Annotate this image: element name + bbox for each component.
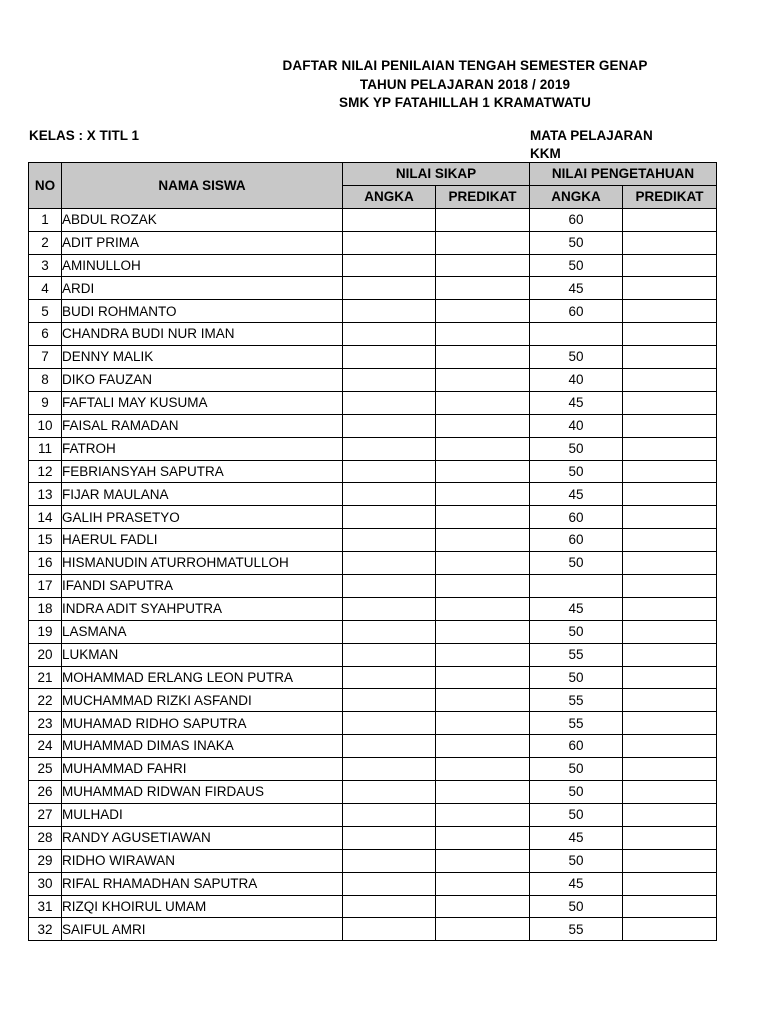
- table-row: [29, 346, 717, 369]
- pengetahuan-angka-cell: 45: [530, 483, 623, 506]
- student-name: FAISAL RAMADAN: [62, 414, 343, 437]
- pengetahuan-angka-cell: 55: [530, 643, 623, 666]
- sikap-predikat-cell: [436, 254, 530, 277]
- pengetahuan-angka-cell: [530, 575, 623, 598]
- student-name: LUKMAN: [62, 643, 343, 666]
- pengetahuan-predikat-cell: [623, 918, 717, 941]
- sikap-angka-cell: [343, 712, 436, 735]
- row-number: 5: [29, 300, 62, 323]
- row-number: 9: [29, 391, 62, 414]
- student-name: MOHAMMAD ERLANG LEON PUTRA: [62, 666, 343, 689]
- sikap-predikat-cell: [436, 391, 530, 414]
- pengetahuan-angka-cell: 50: [530, 346, 623, 369]
- student-name: ADIT PRIMA: [62, 231, 343, 254]
- pengetahuan-predikat-cell: [623, 803, 717, 826]
- row-number: 19: [29, 620, 62, 643]
- header-sikap-predikat: PREDIKAT: [436, 185, 530, 208]
- subject-label: MATA PELAJARAN: [530, 128, 653, 143]
- row-number: 15: [29, 529, 62, 552]
- grades-table: [28, 162, 717, 941]
- sikap-angka-cell: [343, 437, 436, 460]
- row-number: 21: [29, 666, 62, 689]
- row-number: 20: [29, 643, 62, 666]
- student-name: ABDUL ROZAK: [62, 208, 343, 231]
- pengetahuan-predikat-cell: [623, 506, 717, 529]
- pengetahuan-angka-cell: 45: [530, 826, 623, 849]
- sikap-predikat-cell: [436, 689, 530, 712]
- table-row: [29, 689, 717, 712]
- row-number: 28: [29, 826, 62, 849]
- table-row: [29, 575, 717, 598]
- sikap-predikat-cell: [436, 369, 530, 392]
- row-number: 13: [29, 483, 62, 506]
- pengetahuan-angka-cell: 40: [530, 414, 623, 437]
- pengetahuan-angka-cell: 45: [530, 391, 623, 414]
- row-number: 16: [29, 552, 62, 575]
- sikap-angka-cell: [343, 506, 436, 529]
- pengetahuan-predikat-cell: [623, 895, 717, 918]
- sikap-predikat-cell: [436, 483, 530, 506]
- sikap-predikat-cell: [436, 872, 530, 895]
- student-name: MUHAMMAD DIMAS INAKA: [62, 735, 343, 758]
- student-name: RIZQI KHOIRUL UMAM: [62, 895, 343, 918]
- pengetahuan-predikat-cell: [623, 391, 717, 414]
- sikap-predikat-cell: [436, 895, 530, 918]
- table-row: [29, 872, 717, 895]
- sikap-angka-cell: [343, 277, 436, 300]
- header-nilai-sikap: NILAI SIKAP: [343, 163, 530, 186]
- pengetahuan-angka-cell: [530, 323, 623, 346]
- pengetahuan-angka-cell: 50: [530, 231, 623, 254]
- pengetahuan-angka-cell: 55: [530, 918, 623, 941]
- pengetahuan-predikat-cell: [623, 826, 717, 849]
- row-number: 14: [29, 506, 62, 529]
- sikap-angka-cell: [343, 483, 436, 506]
- sikap-angka-cell: [343, 597, 436, 620]
- sikap-angka-cell: [343, 552, 436, 575]
- student-name: MUCHAMMAD RIZKI ASFANDI: [62, 689, 343, 712]
- table-row: [29, 552, 717, 575]
- pengetahuan-predikat-cell: [623, 643, 717, 666]
- sikap-angka-cell: [343, 346, 436, 369]
- row-number: 26: [29, 781, 62, 804]
- table-row: [29, 391, 717, 414]
- pengetahuan-angka-cell: 50: [530, 437, 623, 460]
- pengetahuan-angka-cell: 50: [530, 620, 623, 643]
- pengetahuan-predikat-cell: [623, 208, 717, 231]
- sikap-angka-cell: [343, 529, 436, 552]
- sikap-predikat-cell: [436, 781, 530, 804]
- table-row: [29, 643, 717, 666]
- sikap-angka-cell: [343, 575, 436, 598]
- pengetahuan-predikat-cell: [623, 666, 717, 689]
- grades-table-body: [29, 208, 717, 941]
- student-name: DIKO FAUZAN: [62, 369, 343, 392]
- pengetahuan-angka-cell: 50: [530, 666, 623, 689]
- table-row: [29, 460, 717, 483]
- pengetahuan-angka-cell: 60: [530, 735, 623, 758]
- sikap-angka-cell: [343, 781, 436, 804]
- sikap-predikat-cell: [436, 414, 530, 437]
- row-number: 27: [29, 803, 62, 826]
- sikap-predikat-cell: [436, 735, 530, 758]
- header-pengetahuan-angka: ANGKA: [530, 185, 623, 208]
- kkm-label: KKM: [530, 146, 561, 161]
- sikap-predikat-cell: [436, 529, 530, 552]
- sikap-predikat-cell: [436, 323, 530, 346]
- student-name: MUHAMMAD FAHRI: [62, 758, 343, 781]
- student-name: AMINULLOH: [62, 254, 343, 277]
- student-name: IFANDI SAPUTRA: [62, 575, 343, 598]
- row-number: 31: [29, 895, 62, 918]
- pengetahuan-predikat-cell: [623, 346, 717, 369]
- sikap-predikat-cell: [436, 803, 530, 826]
- pengetahuan-predikat-cell: [623, 254, 717, 277]
- table-row: [29, 826, 717, 849]
- pengetahuan-angka-cell: 50: [530, 254, 623, 277]
- student-name: MUHAMMAD RIDWAN FIRDAUS: [62, 781, 343, 804]
- row-number: 12: [29, 460, 62, 483]
- pengetahuan-predikat-cell: [623, 414, 717, 437]
- student-name: FATROH: [62, 437, 343, 460]
- sikap-angka-cell: [343, 803, 436, 826]
- pengetahuan-angka-cell: 50: [530, 895, 623, 918]
- pengetahuan-angka-cell: 45: [530, 597, 623, 620]
- sikap-angka-cell: [343, 323, 436, 346]
- table-row: [29, 849, 717, 872]
- pengetahuan-angka-cell: 60: [530, 208, 623, 231]
- class-label: KELAS : X TITL 1: [29, 128, 140, 143]
- row-number: 1: [29, 208, 62, 231]
- academic-year: TAHUN PELAJARAN 2018 / 2019: [359, 77, 571, 92]
- row-number: 24: [29, 735, 62, 758]
- row-number: 3: [29, 254, 62, 277]
- sikap-angka-cell: [343, 369, 436, 392]
- student-name: SAIFUL AMRI: [62, 918, 343, 941]
- student-name: GALIH PRASETYO: [62, 506, 343, 529]
- row-number: 8: [29, 369, 62, 392]
- header-nilai-pengetahuan: NILAI PENGETAHUAN: [530, 163, 717, 186]
- pengetahuan-predikat-cell: [623, 437, 717, 460]
- student-name: INDRA ADIT SYAHPUTRA: [62, 597, 343, 620]
- sikap-angka-cell: [343, 460, 436, 483]
- sikap-predikat-cell: [436, 620, 530, 643]
- table-row: [29, 529, 717, 552]
- sikap-angka-cell: [343, 300, 436, 323]
- table-row: [29, 483, 717, 506]
- student-name: BUDI ROHMANTO: [62, 300, 343, 323]
- sikap-angka-cell: [343, 414, 436, 437]
- pengetahuan-predikat-cell: [623, 872, 717, 895]
- sikap-angka-cell: [343, 643, 436, 666]
- pengetahuan-predikat-cell: [623, 735, 717, 758]
- row-number: 10: [29, 414, 62, 437]
- sikap-predikat-cell: [436, 849, 530, 872]
- sikap-angka-cell: [343, 620, 436, 643]
- pengetahuan-predikat-cell: [623, 620, 717, 643]
- table-row: [29, 918, 717, 941]
- pengetahuan-predikat-cell: [623, 323, 717, 346]
- document-title: DAFTAR NILAI PENILAIAN TENGAH SEMESTER GENAP: [282, 58, 648, 73]
- table-row: [29, 323, 717, 346]
- student-name: DENNY MALIK: [62, 346, 343, 369]
- sikap-predikat-cell: [436, 277, 530, 300]
- pengetahuan-predikat-cell: [623, 575, 717, 598]
- pengetahuan-angka-cell: 40: [530, 369, 623, 392]
- sikap-angka-cell: [343, 918, 436, 941]
- table-row: [29, 666, 717, 689]
- pengetahuan-angka-cell: 60: [530, 529, 623, 552]
- student-name: FIJAR MAULANA: [62, 483, 343, 506]
- pengetahuan-angka-cell: 60: [530, 300, 623, 323]
- sikap-angka-cell: [343, 735, 436, 758]
- student-name: RIFAL RHAMADHAN SAPUTRA: [62, 872, 343, 895]
- row-number: 30: [29, 872, 62, 895]
- row-number: 7: [29, 346, 62, 369]
- sikap-predikat-cell: [436, 918, 530, 941]
- table-row: [29, 895, 717, 918]
- sikap-angka-cell: [343, 872, 436, 895]
- sikap-predikat-cell: [436, 231, 530, 254]
- sikap-angka-cell: [343, 666, 436, 689]
- table-row: [29, 277, 717, 300]
- sikap-predikat-cell: [436, 460, 530, 483]
- row-number: 29: [29, 849, 62, 872]
- sikap-angka-cell: [343, 849, 436, 872]
- pengetahuan-angka-cell: 50: [530, 849, 623, 872]
- table-row: [29, 300, 717, 323]
- student-name: FAFTALI MAY KUSUMA: [62, 391, 343, 414]
- table-row: [29, 437, 717, 460]
- pengetahuan-angka-cell: 50: [530, 552, 623, 575]
- student-name: MUHAMAD RIDHO SAPUTRA: [62, 712, 343, 735]
- pengetahuan-angka-cell: 50: [530, 781, 623, 804]
- student-name: HISMANUDIN ATURROHMATULLOH: [62, 552, 343, 575]
- pengetahuan-predikat-cell: [623, 277, 717, 300]
- sikap-angka-cell: [343, 254, 436, 277]
- student-name: CHANDRA BUDI NUR IMAN: [62, 323, 343, 346]
- row-number: 25: [29, 758, 62, 781]
- sikap-angka-cell: [343, 826, 436, 849]
- pengetahuan-predikat-cell: [623, 712, 717, 735]
- header-sikap-angka: ANGKA: [343, 185, 436, 208]
- header-pengetahuan-predikat: PREDIKAT: [623, 185, 717, 208]
- sikap-predikat-cell: [436, 437, 530, 460]
- table-row: [29, 712, 717, 735]
- row-number: 17: [29, 575, 62, 598]
- pengetahuan-angka-cell: 50: [530, 758, 623, 781]
- sikap-predikat-cell: [436, 712, 530, 735]
- header-nama-siswa: NAMA SISWA: [62, 163, 343, 209]
- table-row: [29, 803, 717, 826]
- sikap-angka-cell: [343, 895, 436, 918]
- student-name: MULHADI: [62, 803, 343, 826]
- sikap-predikat-cell: [436, 597, 530, 620]
- table-row: [29, 414, 717, 437]
- row-number: 32: [29, 918, 62, 941]
- sikap-angka-cell: [343, 231, 436, 254]
- pengetahuan-predikat-cell: [623, 849, 717, 872]
- pengetahuan-predikat-cell: [623, 529, 717, 552]
- pengetahuan-angka-cell: 55: [530, 689, 623, 712]
- sikap-predikat-cell: [436, 758, 530, 781]
- sikap-angka-cell: [343, 689, 436, 712]
- pengetahuan-predikat-cell: [623, 781, 717, 804]
- sikap-angka-cell: [343, 758, 436, 781]
- row-number: 6: [29, 323, 62, 346]
- pengetahuan-predikat-cell: [623, 300, 717, 323]
- sikap-angka-cell: [343, 391, 436, 414]
- pengetahuan-angka-cell: 45: [530, 872, 623, 895]
- sikap-predikat-cell: [436, 208, 530, 231]
- sikap-predikat-cell: [436, 346, 530, 369]
- pengetahuan-predikat-cell: [623, 758, 717, 781]
- table-row: [29, 369, 717, 392]
- row-number: 2: [29, 231, 62, 254]
- school-name: SMK YP FATAHILLAH 1 KRAMATWATU: [339, 95, 591, 110]
- pengetahuan-predikat-cell: [623, 597, 717, 620]
- table-header-row: [29, 163, 717, 186]
- pengetahuan-angka-cell: 50: [530, 803, 623, 826]
- student-name: LASMANA: [62, 620, 343, 643]
- pengetahuan-predikat-cell: [623, 231, 717, 254]
- sikap-predikat-cell: [436, 506, 530, 529]
- sikap-predikat-cell: [436, 666, 530, 689]
- pengetahuan-angka-cell: 50: [530, 460, 623, 483]
- sikap-predikat-cell: [436, 575, 530, 598]
- table-row: [29, 231, 717, 254]
- pengetahuan-predikat-cell: [623, 460, 717, 483]
- student-name: HAERUL FADLI: [62, 529, 343, 552]
- pengetahuan-predikat-cell: [623, 552, 717, 575]
- student-name: ARDI: [62, 277, 343, 300]
- table-row: [29, 735, 717, 758]
- sikap-predikat-cell: [436, 552, 530, 575]
- pengetahuan-predikat-cell: [623, 689, 717, 712]
- pengetahuan-angka-cell: 45: [530, 277, 623, 300]
- pengetahuan-predikat-cell: [623, 483, 717, 506]
- pengetahuan-angka-cell: 55: [530, 712, 623, 735]
- pengetahuan-angka-cell: 60: [530, 506, 623, 529]
- sikap-predikat-cell: [436, 826, 530, 849]
- sikap-angka-cell: [343, 208, 436, 231]
- table-row: [29, 506, 717, 529]
- student-name: RANDY AGUSETIAWAN: [62, 826, 343, 849]
- row-number: 23: [29, 712, 62, 735]
- sikap-predikat-cell: [436, 643, 530, 666]
- row-number: 22: [29, 689, 62, 712]
- student-name: RIDHO WIRAWAN: [62, 849, 343, 872]
- table-row: [29, 620, 717, 643]
- pengetahuan-predikat-cell: [623, 369, 717, 392]
- row-number: 11: [29, 437, 62, 460]
- table-row: [29, 208, 717, 231]
- header-no: NO: [29, 163, 62, 209]
- table-row: [29, 597, 717, 620]
- row-number: 18: [29, 597, 62, 620]
- sikap-predikat-cell: [436, 300, 530, 323]
- table-row: [29, 254, 717, 277]
- row-number: 4: [29, 277, 62, 300]
- table-row: [29, 758, 717, 781]
- student-name: FEBRIANSYAH SAPUTRA: [62, 460, 343, 483]
- table-row: [29, 781, 717, 804]
